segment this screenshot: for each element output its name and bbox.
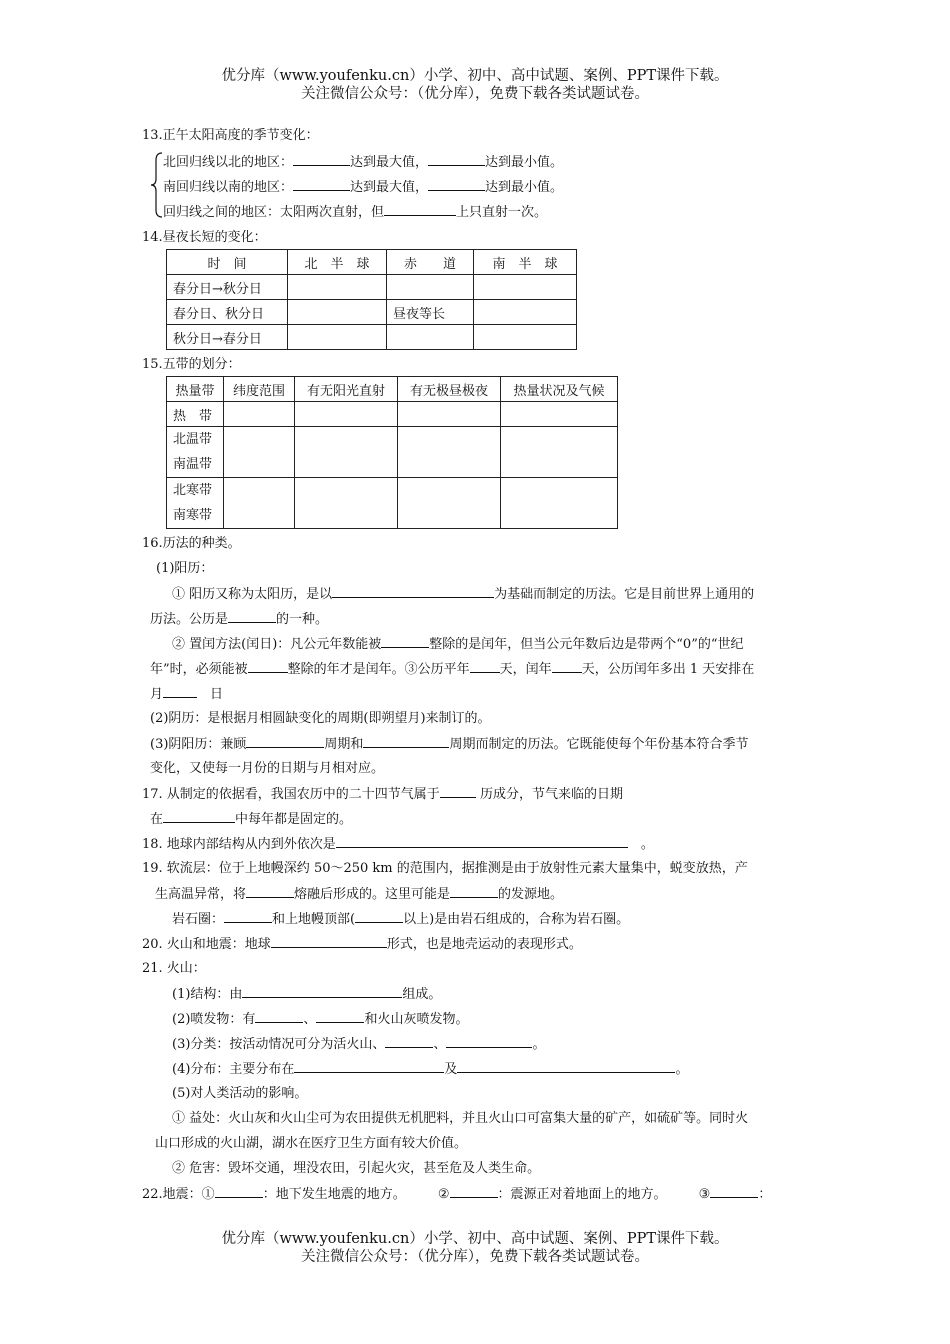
- climate-zone-table: [166, 376, 618, 529]
- q21-classification: (3)分类：按活动情况可分为活火山、 、 。: [172, 1037, 546, 1052]
- table-cell: [474, 300, 577, 325]
- q13-row-1: 北回归线以北的地区： 达到最大值， 达到最小值。: [163, 155, 564, 170]
- table-cell: [501, 478, 618, 529]
- table-cell: [295, 402, 398, 427]
- q16-solar-1-cont: 历法。公历是 的一种。: [150, 612, 329, 627]
- q16-solar-2-end: 月 日: [150, 687, 224, 702]
- q16-lunar: (2)阴历：是根据月相圆缺变化的周期(即朔望月)来制订的。: [150, 711, 491, 726]
- q16-lunisolar-cont: 变化，又使每一月份的日期与月相对应。: [150, 761, 385, 776]
- table-cell: [398, 402, 501, 427]
- q16-solar-2: ② 置闰方法(闰日)：凡公元年数能被 整除的是闰年，但当公元年数后边是带两个“0”的“世纪: [172, 637, 744, 652]
- q18: 18. 地球内部结构从内到外依次是 。: [142, 837, 654, 852]
- table-row: [167, 300, 577, 325]
- table-header-cell: 热量状况及气候: [501, 377, 618, 402]
- table-cell: [501, 427, 618, 478]
- table-cell: [288, 325, 387, 350]
- table-row: [167, 325, 577, 350]
- table-header-row: [167, 250, 577, 275]
- table-cell: [387, 275, 474, 300]
- q21-title: 21. 火山：: [142, 961, 206, 976]
- table-header-cell: 热量带: [167, 377, 224, 402]
- q21-benefit: ① 益处：火山灰和火山尘可为农田提供无机肥料，并且火山口可富集大量的矿产，如硫矿等。同时火: [172, 1111, 749, 1126]
- q17-line-2: 在 中每年都是固定的。: [150, 812, 353, 827]
- table-cell: [295, 478, 398, 529]
- q19-line-1: 19. 软流层：位于上地幔深约 50～250 km 的范围内，据推测是由于放射性元素大量集中，蜕变放热，产: [142, 861, 748, 876]
- table-header-cell: 有无极昼极夜: [398, 377, 501, 402]
- table-cell: 北温带 南温带: [167, 427, 224, 478]
- table-row: [167, 427, 618, 478]
- table-cell: 秋分日→春分日: [167, 325, 288, 350]
- q21-harm: ② 危害：毁坏交通，埋没农田，引起火灾，甚至危及人类生命。: [172, 1161, 541, 1176]
- q13-row-2: 南回归线以南的地区： 达到最大值， 达到最小值。: [163, 180, 564, 195]
- table-cell: [474, 275, 577, 300]
- q21-ejecta: (2)喷发物：有 、 和火山灰喷发物。: [172, 1012, 469, 1027]
- q17-line-1: 17. 从制定的依据看，我国农历中的二十四节气属于 历成分，节气来临的日期: [142, 787, 623, 802]
- table-cell: 昼夜等长: [387, 300, 474, 325]
- q19-line-2: 生高温异常，将 熔融后形成的。这里可能是 的发源地。: [155, 887, 564, 902]
- footer-line-1: 优分库（www.youfenku.cn）小学、初中、高中试题、案例、PPT课件下载。: [221, 1231, 729, 1247]
- table-cell: [288, 275, 387, 300]
- table-cell: 春分日、秋分日: [167, 300, 288, 325]
- q13-title: 13.正午太阳高度的季节变化：: [142, 128, 319, 143]
- day-night-table: [166, 249, 577, 350]
- table-header-cell: 南 半 球: [474, 250, 577, 275]
- q19-lithosphere: 岩石圈： 和上地幔顶部( 以上)是由岩石组成的，合称为岩石圈。: [172, 912, 630, 927]
- table-cell: [224, 427, 295, 478]
- q16-title: 16.历法的种类。: [142, 536, 241, 551]
- table-row: [167, 478, 618, 529]
- table-cell: [295, 427, 398, 478]
- q14-title: 14.昼夜长短的变化：: [142, 230, 267, 245]
- q13-row-3: 回归线之间的地区：太阳两次直射，但 上只直射一次。: [163, 205, 548, 220]
- table-row: [167, 402, 618, 427]
- table-cell: 北寒带 南寒带: [167, 478, 224, 529]
- q21-benefit-cont: 山口形成的火山湖，湖水在医疗卫生方面有较大价值。: [155, 1136, 468, 1151]
- q22: 22.地震：① ：地下发生地震的地方。 ② ：震源正对着地面上的地方。 ③ ：: [142, 1187, 772, 1202]
- table-header-cell: 有无阳光直射: [295, 377, 398, 402]
- table-header-cell: 北 半 球: [288, 250, 387, 275]
- header-line-2: 关注微信公众号：（优分库），免费下载各类试题试卷。: [301, 86, 649, 102]
- footer-line-2: 关注微信公众号：（优分库），免费下载各类试题试卷。: [301, 1249, 649, 1265]
- table-header-cell: 时 间: [167, 250, 288, 275]
- q21-structure: (1)结构：由 组成。: [172, 987, 442, 1002]
- brace-icon: [150, 152, 164, 218]
- q16-lunisolar: (3)阴阳历：兼顾 周期和 周期而制定的历法。它既能使每个年份基本符合季节: [150, 737, 749, 752]
- table-cell: [224, 478, 295, 529]
- table-cell: [474, 325, 577, 350]
- q16-solar: (1)阳历：: [156, 561, 214, 576]
- table-cell: [398, 478, 501, 529]
- q16-solar-1: ① 阳历又称为太阳历，是以 为基础而制定的历法。它是目前世界上通用的: [172, 587, 755, 602]
- table-header-cell: 赤 道: [387, 250, 474, 275]
- table-cell: 热 带: [167, 402, 224, 427]
- q20: 20. 火山和地震：地球 形式，也是地壳运动的表现形式。: [142, 937, 582, 952]
- table-cell: [224, 402, 295, 427]
- q21-distribution: (4)分布：主要分布在 及 。: [172, 1062, 689, 1077]
- header-line-1: 优分库（www.youfenku.cn）小学、初中、高中试题、案例、PPT课件下载。: [221, 68, 729, 84]
- table-header-row: [167, 377, 618, 402]
- q16-solar-2-cont: 年”时，必须能被 整除的年才是闰年。③公历平年 天，闰年 天，公历闰年多出 1 天安排在: [150, 662, 755, 677]
- q15-title: 15.五带的划分：: [142, 357, 241, 372]
- table-cell: [501, 402, 618, 427]
- table-cell: [387, 325, 474, 350]
- table-cell: [398, 427, 501, 478]
- table-cell: 春分日→秋分日: [167, 275, 288, 300]
- q21-impact: (5)对人类活动的影响。: [172, 1086, 308, 1101]
- table-header-cell: 纬度范围: [224, 377, 295, 402]
- table-row: [167, 275, 577, 300]
- table-cell: [288, 300, 387, 325]
